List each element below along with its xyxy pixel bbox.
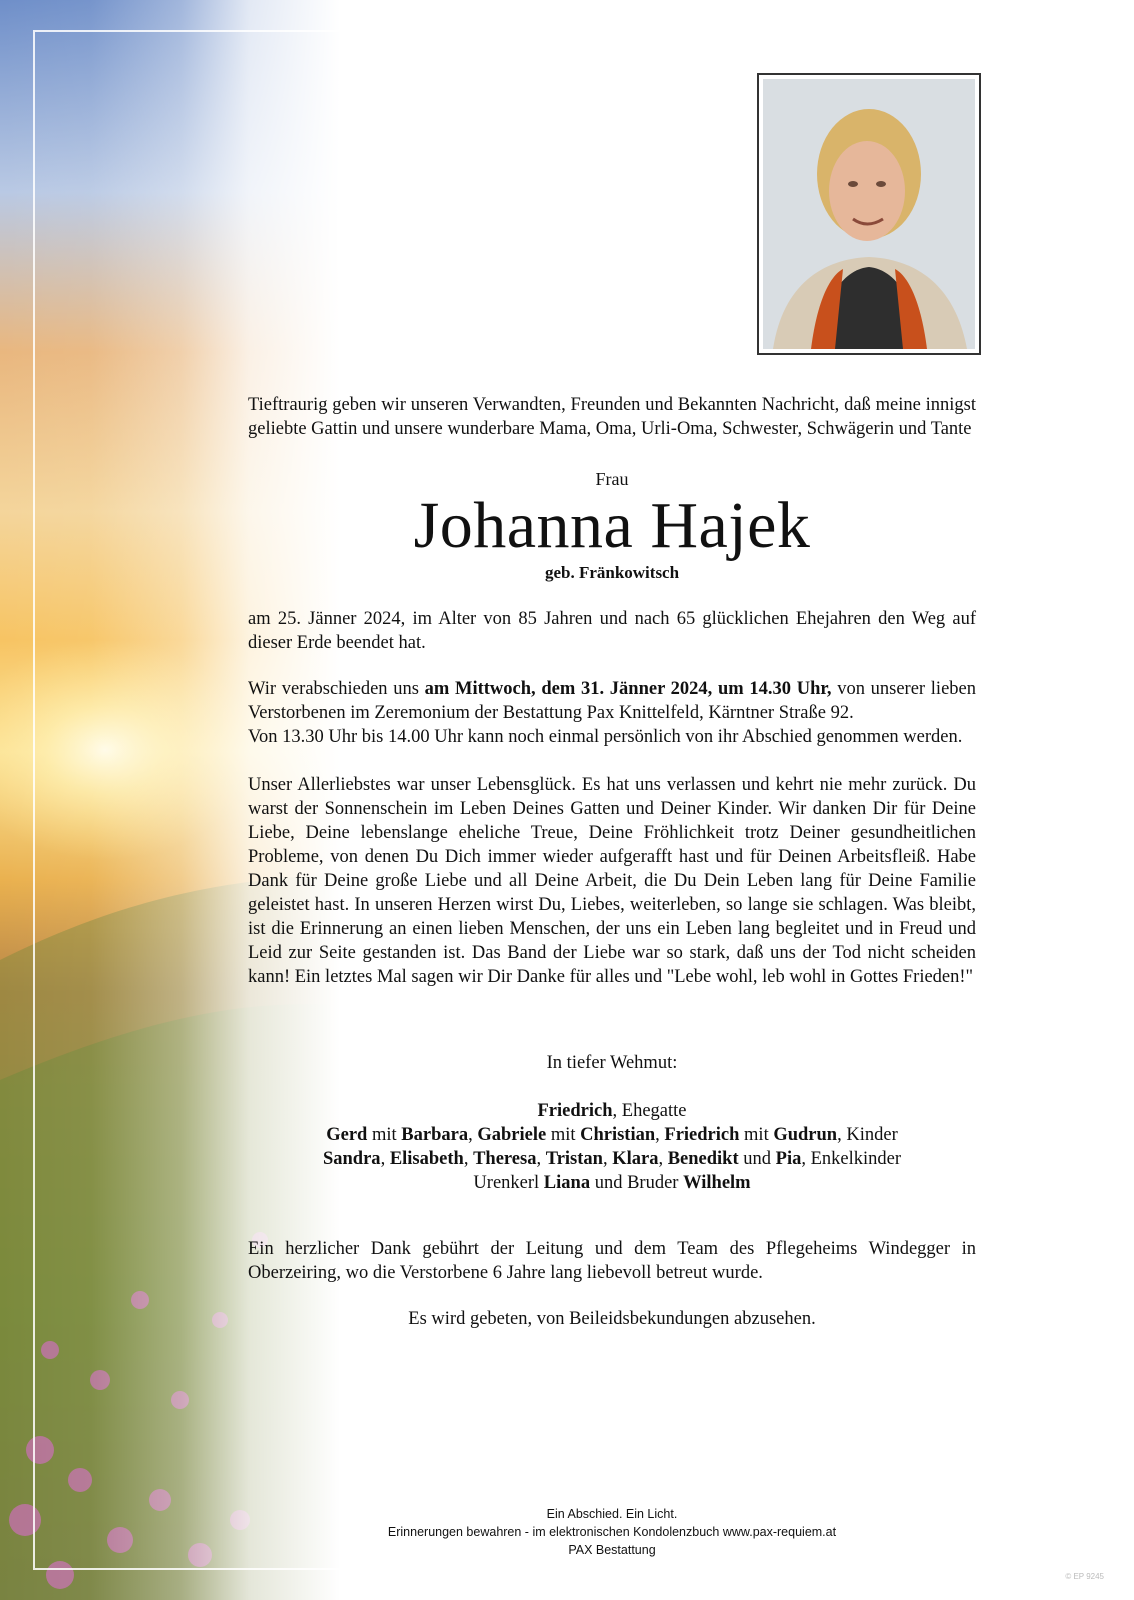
- farewell-paragraph: Wir verabschieden uns am Mittwoch, dem 31. Jänner 2024, um 14.30 Uhr, von unserer lieben Verstorbenen im Zeremonium der Bestattung Pax Knittelfeld, Kärntner Straße 92.: [248, 679, 976, 723]
- viewing-paragraph: Von 13.30 Uhr bis 14.00 Uhr kann noch einmal persönlich von ihr Abschied genommen werden.: [248, 727, 963, 747]
- footer-line-3: PAX Bestattung: [568, 1543, 656, 1557]
- family-great: Urenkerl Liana und Bruder Wilhelm: [473, 1173, 751, 1193]
- death-notice: am 25. Jänner 2024, im Alter von 85 Jahren und nach 65 glücklichen Ehejahren den Weg auf dieser Erde beendet hat.: [248, 609, 976, 653]
- tribute-paragraph: Unser Allerliebstes war unser Lebensglück. Es hat uns verlassen und kehrt nie mehr zurück. Du warst der Sonnenschein im Leben Deines Gatten und Deiner Kinder. Wir danken Dir für Deine Liebe, Deine lebenslange eheliche Treue, Deine Fröhlichkeit trotz Deiner gesundheitlichen Probleme, von denen Du Dich immer wieder aufgerafft hast und für Deinen Arbeitsfleiß. Habe Dank für Deine große Liebe und all Deine Arbeit, die Du Dein Leben lang für Deine Familie geleistet hast. In unseren Herzen wirst Du, Liebes, weiterleben, so lange sie schlagen. Was bleibt, ist die Erinnerung an einen lieben Menschen, der uns ein Leben lang begleitet und in Freud und Leid zur Seite gestanden ist. Das Band der Liebe war so stark, daß uns der Tod nicht scheiden kann! Ein letztes Mal sagen wir Dir Danke für alles und "Lebe wohl, leb wohl in Gottes Frieden!": [248, 775, 976, 987]
- family-children: Gerd mit Barbara, Gabriele mit Christian, Friedrich mit Gudrun, Kinder: [326, 1125, 898, 1145]
- family-husband: Friedrich, Ehegatte: [537, 1101, 687, 1121]
- condolence-request: Es wird gebeten, von Beileidsbekundungen abzusehen.: [408, 1309, 816, 1329]
- farewell-date: am Mittwoch, dem 31. Jänner 2024, um 14.30 Uhr,: [424, 679, 832, 699]
- thanks-paragraph: Ein herzlicher Dank gebührt der Leitung und dem Team des Pflegeheims Windegger in Oberzeiring, wo die Verstorbene 6 Jahre lang liebevoll betreut wurde.: [248, 1239, 976, 1283]
- obituary-content: [248, 393, 976, 1331]
- title-text: Frau: [595, 469, 629, 489]
- portrait-image: [763, 79, 975, 349]
- document-code: © EP 9245: [1065, 1572, 1104, 1581]
- mourning-line: In tiefer Wehmut:: [546, 1053, 678, 1073]
- family-list: [248, 1099, 976, 1195]
- family-grandchildren: Sandra, Elisabeth, Theresa, Tristan, Klara, Benedikt und Pia, Enkelkinder: [322, 1149, 902, 1169]
- deceased-name: Johanna Hajek: [413, 489, 811, 562]
- portrait-photo: [757, 73, 981, 355]
- footer-line-2: Erinnerungen bewahren - im elektronischen Kondolenzbuch www.pax-requiem.at: [387, 1525, 837, 1539]
- footer-line-1: Ein Abschied. Ein Licht.: [546, 1507, 678, 1521]
- birth-name: geb. Fränkowitsch: [544, 563, 680, 582]
- footer: [248, 1505, 976, 1559]
- intro-text: Tieftraurig geben wir unseren Verwandten, Freunden und Bekannten Nachricht, daß meine innigst geliebte Gattin und unsere wunderbare Mama, Oma, Urli-Oma, Schwester, Schwägerin und Tante: [248, 395, 976, 439]
